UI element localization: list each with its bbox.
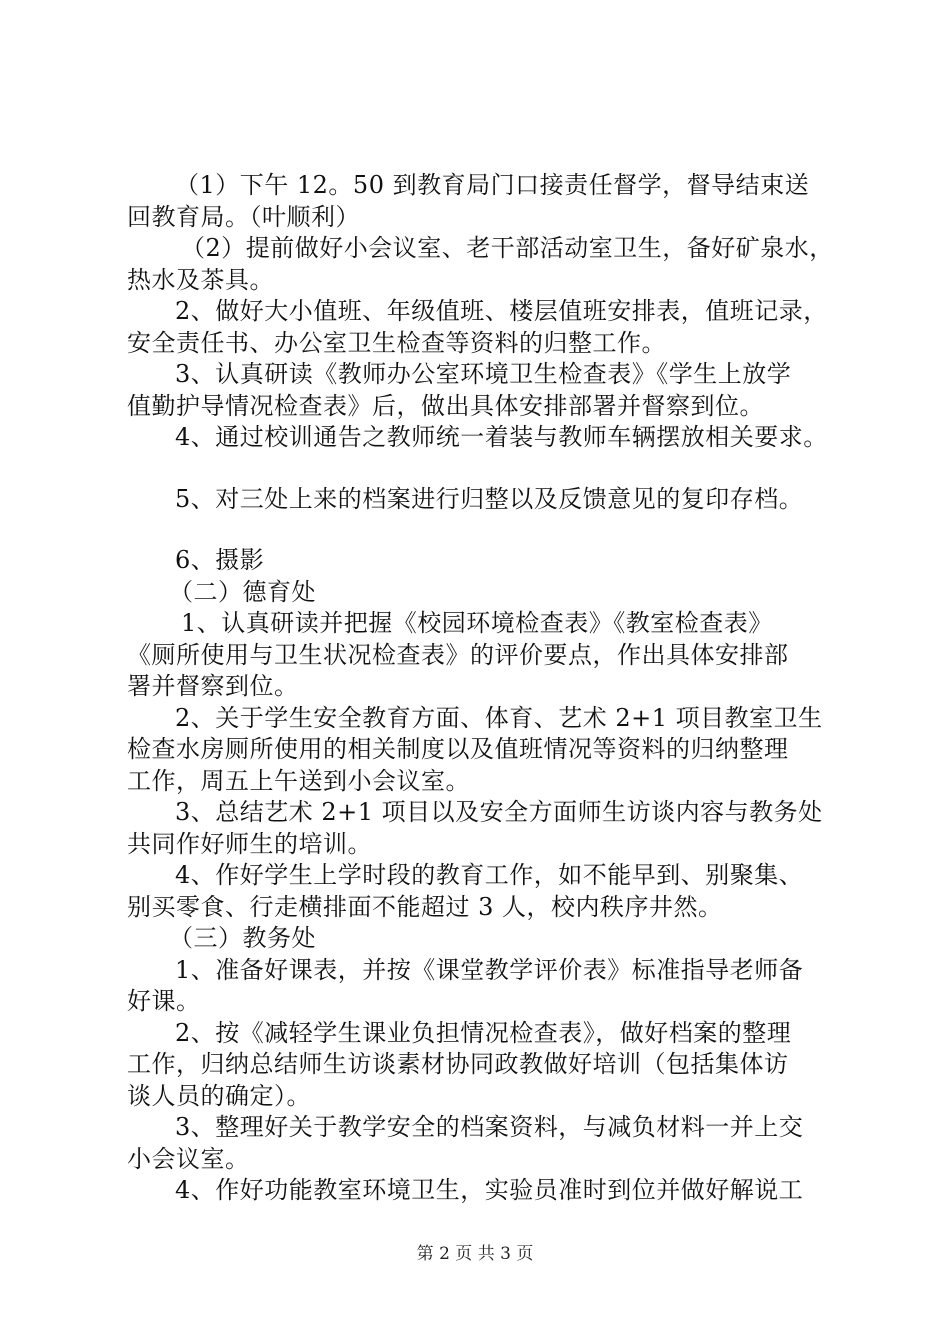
paragraph-line: 6、摄影 [175,546,265,574]
paragraph-spacer [127,515,827,545]
document-body [127,170,834,1207]
section-heading: （二）德育处 [169,577,316,606]
paragraph-line: 3、认真研读《教师办公室环境卫生检查表》《学生上放学 [175,360,792,388]
paragraph-line: 3、总结艺术 2+1 项目以及安全方面师生访谈内容与教务处 [175,798,823,826]
paragraph-line: 署并督察到位。 [127,672,299,700]
paragraph-line: 别买零食、行走横排面不能超过 3 人，校内秩序井然。 [127,892,723,921]
paragraph-line: 谈人员的确定）。 [127,1081,311,1110]
paragraph-line: （1）下午 12。50 到教育局门口接责任督学，督导结束送 [175,171,810,199]
paragraph-line: 2、做好大小值班、年级值班、楼层值班安排表，值班记录， [175,297,828,325]
paragraph-line: 工作，归纳总结师生访谈素材协同政教做好培训（包括集体访 [127,1050,789,1078]
paragraph-line: 2、关于学生安全教育方面、体育、艺术 2+1 项目教室卫生 [175,703,823,732]
paragraph-line: 好课。 [127,987,201,1015]
paragraph-line: 值勤护导情况检查表》后，做出具体安排部署并督察到位。 [127,391,764,420]
paragraph-spacer [127,454,827,484]
paragraph-line: 5、对三处上来的档案进行归整以及反馈意见的复印存档。 [175,484,804,513]
paragraph-line: 回教育局。（叶顺利） [127,202,360,231]
paragraph-line: 《厕所使用与卫生状况检查表》的评价要点，作出具体安排部 [127,640,789,669]
paragraph-line: 4、通过校训通告之教师统一着装与教师车辆摆放相关要求。 [175,423,828,451]
paragraph-line: 4、作好功能教室环境卫生，实验员准时到位并做好解说工 [175,1176,804,1204]
paragraph-line: 1、认真研读并把握《校园环境检查表》《教室检查表》 [181,609,773,637]
paragraph-line: 热水及茶具。 [127,265,274,294]
paragraph-line: （2）提前做好小会议室、老干部活动室卫生，备好矿泉水， [181,234,834,262]
paragraph-line: 1、准备好课表，并按《课堂教学评价表》标准指导老师备 [175,955,804,984]
paragraph-line: 共同作好师生的培训。 [127,829,372,858]
page-number-footer: 第 2 页 共 3 页 [416,1244,534,1264]
paragraph-line: 3、整理好关于教学安全的档案资料，与减负材料一并上交 [175,1113,804,1141]
paragraph-line: 2、按《减轻学生课业负担情况检查表》，做好档案的整理 [175,1018,792,1047]
paragraph-line: 安全责任书、办公室卫生检查等资料的归整工作。 [127,328,666,357]
paragraph-line: 4、作好学生上学时段的教育工作，如不能早到、别聚集、 [175,861,804,889]
paragraph-line: 小会议室。 [127,1144,250,1173]
paragraph-line: 工作，周五上午送到小会议室。 [127,766,470,795]
paragraph-line: 检查水房厕所使用的相关制度以及值班情况等资料的归纳整理 [127,735,789,763]
section-heading: （三）教务处 [169,924,316,952]
